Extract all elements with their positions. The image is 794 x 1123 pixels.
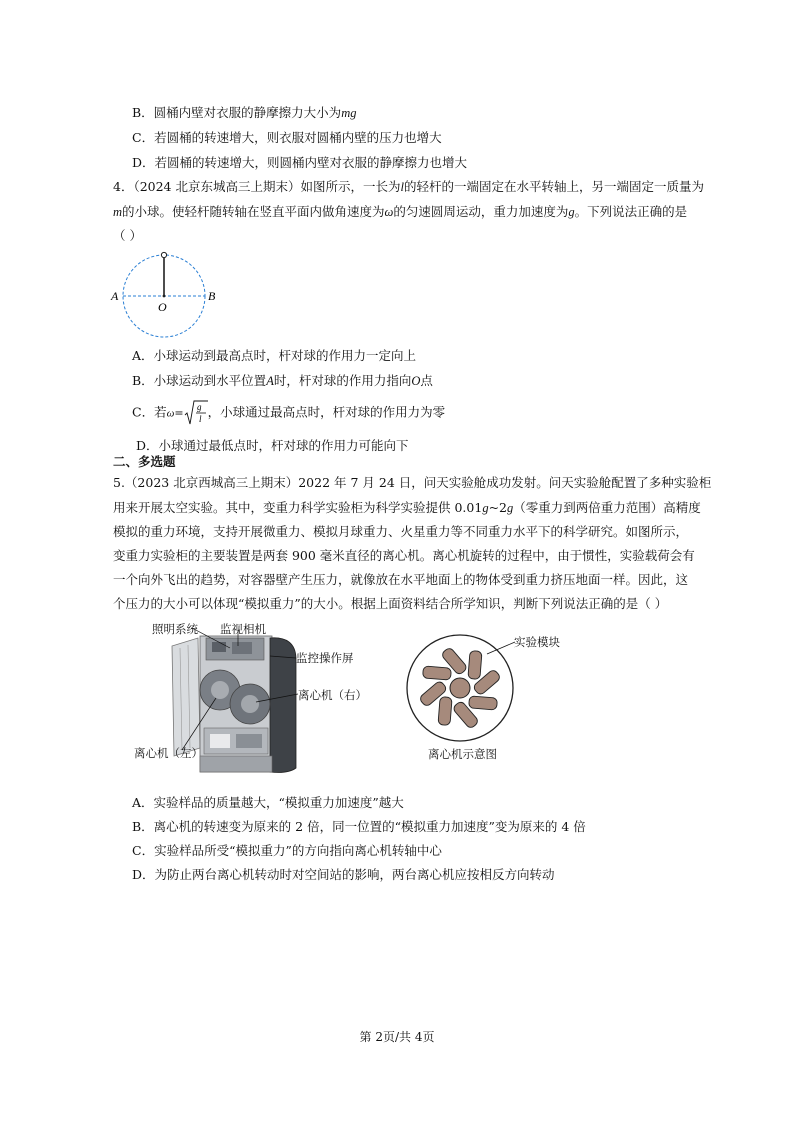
label-a: A [111, 289, 119, 303]
q5-text: ~2 [488, 500, 507, 515]
schematic-hub [450, 678, 470, 698]
q4-var-g: g [568, 205, 575, 219]
experiment-module [468, 651, 482, 680]
section-title: 二、多选题 [113, 454, 176, 469]
ball-icon [161, 252, 166, 257]
label-b: B [208, 289, 216, 303]
q4-b-var-a: A [266, 374, 274, 388]
q3-option-b-var: mg [341, 106, 357, 120]
q5-option-d: D．为防止两台离心机转动时对空间站的影响，两台离心机应按相反方向转动 [132, 867, 555, 882]
q4-var-omega: ω [384, 205, 394, 219]
q4-text: 。下列说法正确的是 [574, 204, 688, 219]
q4-text: 的轻杆的一端固定在水平转轴上，另一端固定一质量为 [403, 179, 704, 194]
q3-option-b-text: B．圆桶内壁对衣服的静摩擦力大小为 [132, 105, 342, 120]
q4-text: 4．（2024 北京东城高三上期末）如图所示，一长为 [113, 179, 401, 194]
q5-text: （零重力到两倍重力范围）高精度 [513, 500, 701, 515]
q4-option-c [132, 400, 445, 426]
q4-c-eq: = [174, 406, 184, 420]
page-footer: 第 2页/共 4页 [359, 1030, 435, 1044]
experiment-module [469, 696, 498, 710]
sqrt-fraction [184, 400, 208, 426]
q3-option-b [132, 104, 356, 122]
sqrt-icon [184, 400, 208, 426]
q5-option-b: B．离心机的转速变为原来的 2 倍，同一位置的“模拟重力加速度”变为原来的 4 倍 [132, 819, 586, 834]
q5-stem-line5: 一个向外飞出的趋势，对容器壁产生压力，就像放在水平地面上的物体受到重力挤压地面一样。因此，这 [113, 572, 689, 587]
q4-option-a: A．小球运动到最高点时，杆对球的作用力一定向上 [132, 348, 417, 363]
q4-c-omega: ω [166, 407, 175, 420]
q4-answer-bracket: （ ） [113, 228, 142, 243]
q5-stem-line4: 变重力实验柜的主要装置是两套 900 毫米直径的离心机。离心机旋转的过程中，由于惯性，实验载荷会有 [113, 548, 695, 563]
q4-option-d: D．小球通过最低点时，杆对球的作用力可能向下 [136, 438, 409, 453]
q4-figure [108, 248, 228, 344]
q5-stem-line6: 个压力的大小可以体现“模拟重力”的大小。根据上面资料结合所学知识，判断下列说法正确的是（ ） [113, 596, 668, 611]
q4-var-l: l [400, 180, 404, 194]
label-module: 实验模块 [514, 635, 560, 649]
q5-text: 用来开展太空实验。其中，变重力科学实验柜为科学实验提供 0.01 [113, 500, 483, 515]
q4-b-var-o: O [411, 374, 421, 388]
q5-var-g: g [482, 501, 489, 515]
experiment-module [438, 697, 452, 726]
q3-option-c: C．若圆桶的转速增大，则衣服对圆桶内壁的压力也增大 [132, 130, 442, 145]
cabinet-door [172, 638, 200, 756]
label-centrifuge-left: 离心机（左） [134, 746, 203, 760]
q5-option-c: C．实验样品所受“模拟重力”的方向指向离心机转轴中心 [132, 843, 442, 858]
label-centrifuge-right: 离心机（右） [298, 688, 367, 702]
q4-text: 的小球。使轻杆随转轴在竖直平面内做角速度为 [122, 204, 385, 219]
q4-c-text: C．若 [132, 404, 167, 420]
q3-option-d: D．若圆桶的转速增大，则圆桶内壁对衣服的静摩擦力也增大 [132, 155, 468, 170]
q4-stem-line2 [113, 203, 687, 221]
q4-c-text: ，小球通过最高点时，杆对球的作用力为零 [207, 404, 446, 420]
fraction-denominator: l [198, 414, 202, 424]
q4-option-b [132, 372, 433, 390]
label-lighting: 照明系统 [152, 622, 198, 636]
q5-var-g: g [507, 501, 514, 515]
label-screen: 监控操作屏 [296, 651, 354, 665]
label-camera: 监视相机 [220, 622, 266, 636]
fraction-numerator: g [196, 402, 202, 412]
module-leader-line [485, 638, 517, 658]
label-schematic: 离心机示意图 [428, 747, 497, 761]
q5-stem-line3: 模拟的重力环境，支持开展微重力、模拟月球重力、火星重力等不同重力水平下的科学研究。如图所示， [113, 524, 689, 539]
q4-stem-line1 [113, 178, 704, 196]
label-o: O [158, 300, 167, 314]
experiment-module [423, 666, 452, 680]
q5-stem-line1: 5.（2023 北京西城高三上期末）2022 年 7 月 24 日，问天实验舱成功发射。问天实验舱配置了多种实验柜 [113, 475, 712, 490]
axis-point [163, 295, 166, 298]
q5-stem-line2 [113, 499, 701, 517]
q5-option-a: A．实验样品的质量越大，“模拟重力加速度”越大 [132, 795, 404, 810]
q4-b-text: B．小球运动到水平位置 [132, 373, 267, 388]
q4-text: 的匀速圆周运动，重力加速度为 [393, 204, 569, 219]
q4-b-text: 点 [420, 373, 433, 388]
q4-var-m: m [113, 205, 123, 219]
q4-b-text: 时，杆对球的作用力指向 [273, 373, 412, 388]
